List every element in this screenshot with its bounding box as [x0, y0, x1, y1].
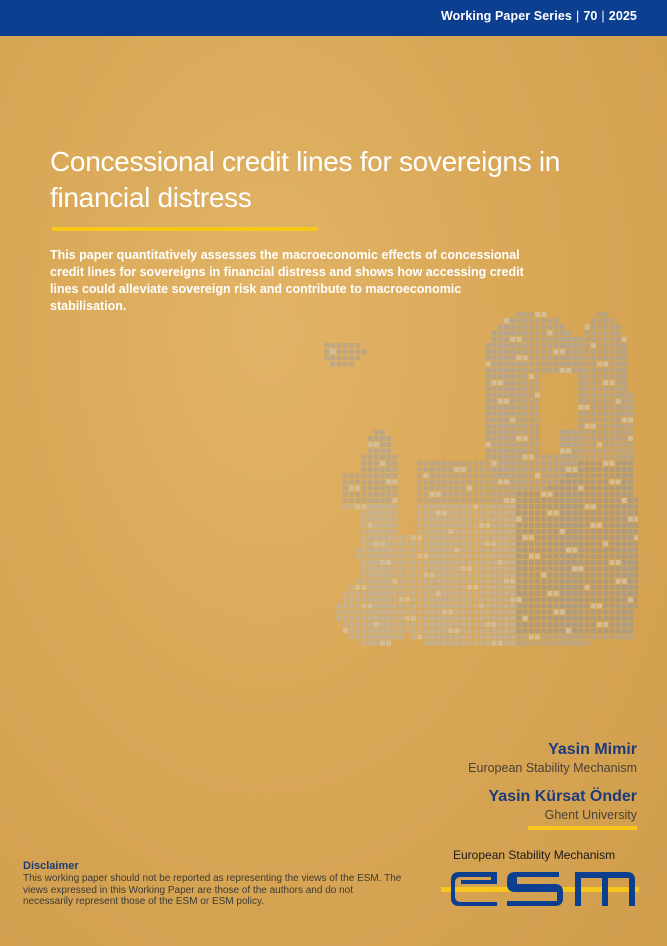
header-bar — [0, 0, 667, 36]
series-label: Working Paper Series | 70 | 2025 — [440, 9, 637, 23]
author-2 — [489, 787, 638, 823]
esm-logo-icon — [441, 868, 639, 910]
paper-abstract: This paper quantitatively assesses the macroeconomic effects of concessional credit lines for sovereigns in financial distress and shows how accessing credit lines could alleviate sovereign risk and contribute to macroeconomic stabilisation. — [50, 248, 524, 313]
author-underline — [528, 826, 637, 830]
author-1-affiliation: European Stability Mechanism — [468, 761, 637, 775]
series-name: Working Paper Series — [440, 9, 572, 23]
disclaimer-heading: Disclaimer — [23, 860, 79, 872]
author-1 — [468, 740, 637, 776]
logo-organisation-name: European Stability Mechanism — [453, 848, 616, 862]
disclaimer — [23, 860, 403, 908]
series-year: 2025 — [608, 9, 637, 23]
disclaimer-text: This working paper should not be reported as representing the views of the ESM. The views expressed in this Working Paper are those of the authors and do not necessarily represent those of the ESM or ESM policy. — [23, 873, 402, 907]
title-underline — [52, 227, 318, 231]
author-2-affiliation: Ghent University — [544, 808, 637, 822]
europe-map-icon — [318, 312, 638, 662]
author-2-name: Yasin Kürsat Önder — [488, 788, 637, 805]
paper-title: Concessional credit lines for sovereigns in financial distress — [50, 146, 561, 213]
series-number: 70 — [583, 9, 598, 23]
author-1-name: Yasin Mimir — [548, 741, 637, 758]
